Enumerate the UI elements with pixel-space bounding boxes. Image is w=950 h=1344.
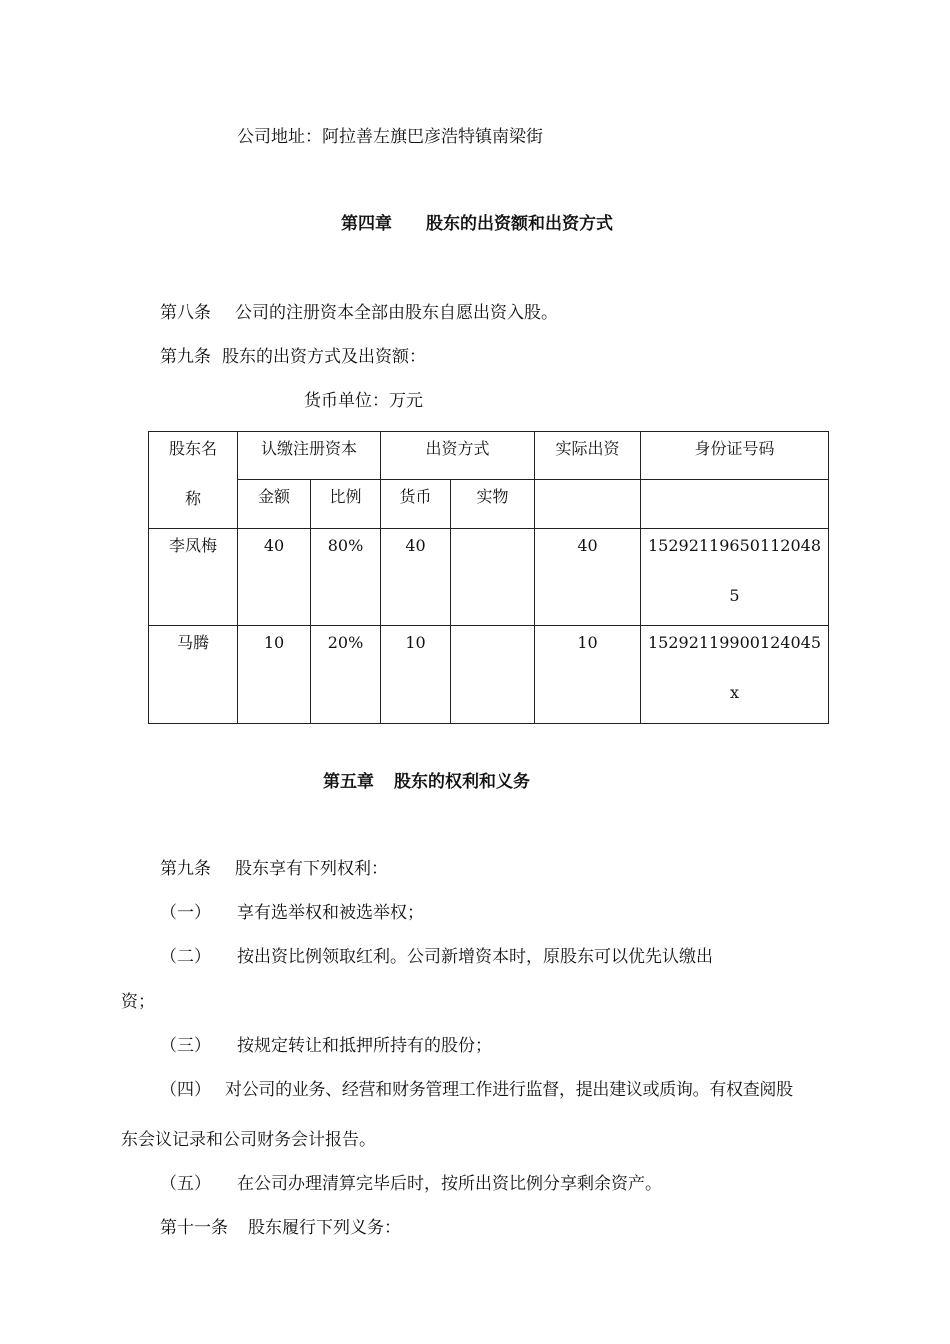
header-currency-text: 货币 [399,487,432,506]
header-subscribed [238,432,381,480]
header-name-line2: 称 [184,489,201,508]
row1-currency [381,529,451,626]
article-8-text: 公司的注册资本全部由股东自愿出资入股。 [235,303,558,323]
row2-name [149,626,238,724]
header-actual [535,432,641,480]
row1-actual-text: 40 [577,536,598,555]
right-5-text: 在公司办理清算完毕后时，按所出资比例分享剩余资产。 [237,1174,662,1194]
chapter-4-heading [341,213,613,235]
header-physical [451,480,535,529]
right-1-text: 享有选举权和被选举权； [237,903,424,923]
right-3-num: （三） [160,1036,211,1056]
article-9-contribution [160,346,426,368]
row2-id [641,626,829,724]
right-5-num: （五） [160,1174,211,1194]
header-amount-text: 金额 [257,487,290,506]
row2-name-text: 马腾 [176,633,209,652]
row2-amount-text: 10 [263,633,285,652]
row1-id-line2: 5 [729,586,740,605]
article-11-text: 股东履行下列义务： [248,1218,401,1238]
row2-physical [451,626,535,724]
chapter-4-title: 股东的出资额和出资方式 [426,214,613,234]
right-1-num: （一） [160,903,211,923]
article-9-rights [160,858,388,880]
right-3 [160,1035,211,1057]
row2-ratio-text: 20% [327,633,364,652]
right-2-text: 按出资比例领取红利。公司新增资本时，原股东可以优先认缴出 [237,947,713,967]
header-id [641,432,829,480]
header-currency [381,480,451,529]
row1-id-line1: 15292119650112048 [647,536,822,555]
chapter-5-title: 股东的权利和义务 [394,772,530,792]
currency-unit: 货币单位：万元 [304,391,423,411]
right-2 [160,946,211,968]
chapter-5-label: 第五章 [323,772,374,792]
article-8-label: 第八条 [160,303,211,323]
header-ratio-text: 比例 [329,487,362,506]
row1-name [149,529,238,626]
right-1 [160,902,211,924]
table-row [149,529,829,626]
right-2-continuation: 资； [121,992,155,1012]
row1-currency-text: 40 [405,536,426,555]
row1-id [641,529,829,626]
header-amount [238,480,311,529]
article-8 [160,302,558,324]
row1-amount-text: 40 [263,536,285,555]
row2-currency [381,626,451,724]
header-name [149,432,238,529]
right-5 [160,1173,211,1195]
table-row [149,626,829,724]
right-4 [160,1079,211,1101]
article-9a-text: 股东的出资方式及出资额： [222,347,426,367]
right-4-continuation: 东会议记录和公司财务会计报告。 [121,1130,376,1150]
subheader-actual-empty [535,480,641,529]
right-2-num: （二） [160,947,211,967]
row2-id-line1: 15292119900124045 [647,633,822,652]
row1-ratio [311,529,381,626]
article-9b-text: 股东享有下列权利： [235,859,388,879]
chapter-5-heading [323,771,530,793]
row2-currency-text: 10 [405,633,426,652]
header-subscribed-text: 认缴注册资本 [260,439,357,458]
row1-ratio-text: 80% [327,536,364,555]
shareholder-table [148,431,829,724]
article-11 [160,1217,401,1239]
subheader-id-empty [641,480,829,529]
chapter-4-label: 第四章 [341,214,392,234]
table-header-row [149,432,829,480]
header-method [381,432,535,480]
header-id-text: 身份证号码 [694,439,775,458]
right-3-text: 按规定转让和抵押所持有的股份； [237,1036,492,1056]
table-subheader-row [149,480,829,529]
header-method-text: 出资方式 [425,439,490,458]
row2-amount [238,626,311,724]
row2-physical-text [451,626,534,632]
company-address: 公司地址：阿拉善左旗巴彦浩特镇南梁街 [237,127,543,147]
right-4-text: 对公司的业务、经营和财务管理工作进行监督，提出建议或质询。有权查阅股 [225,1080,793,1100]
header-actual-text: 实际出资 [555,439,620,458]
row1-physical [451,529,535,626]
row1-amount [238,529,311,626]
row2-actual-text: 10 [577,633,598,652]
row1-physical-text [451,529,534,535]
header-ratio [311,480,381,529]
article-11-label: 第十一条 [160,1218,228,1238]
article-9b-label: 第九条 [160,859,211,879]
row1-name-text: 李凤梅 [168,536,217,555]
right-4-num: （四） [160,1080,211,1100]
header-physical-text: 实物 [476,487,509,506]
article-9a-label: 第九条 [160,347,211,367]
row2-actual [535,626,641,724]
row1-actual [535,529,641,626]
row2-ratio [311,626,381,724]
row2-id-line2: x [729,683,740,702]
header-name-line1: 股东名 [168,439,217,458]
